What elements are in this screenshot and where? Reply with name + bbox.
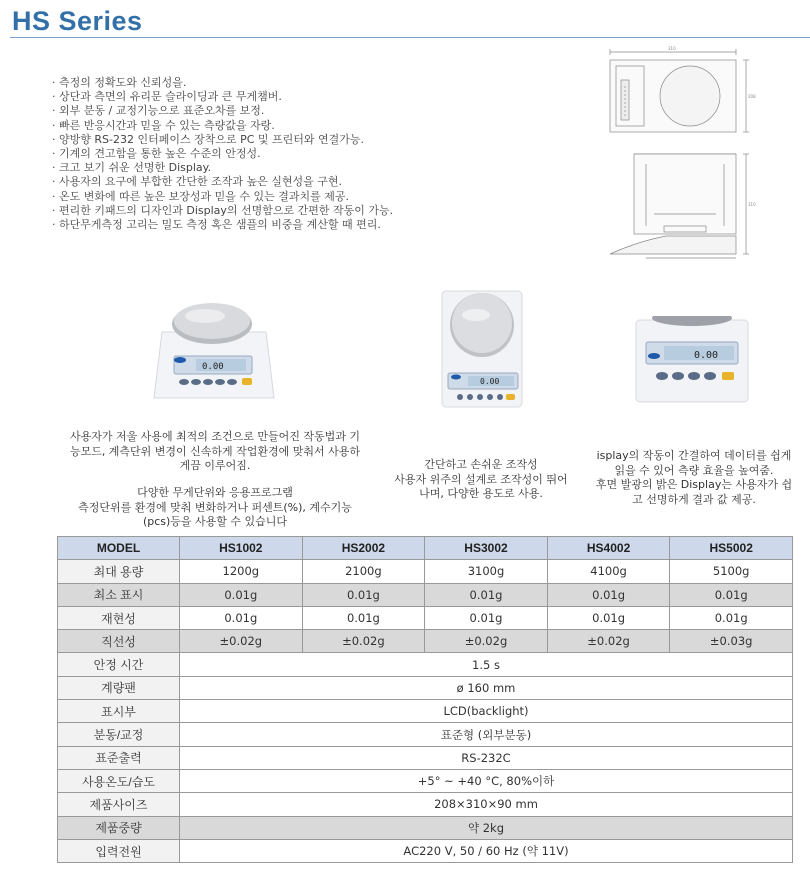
- photo-display-reading: 0.00: [480, 377, 500, 386]
- caption-line: 사용자가 저울 사용에 최적의 조건으로 만들어진 작동법과 기: [69, 430, 361, 443]
- table-cell: 0.01g: [302, 583, 425, 606]
- row-label: 입력전원: [58, 839, 180, 862]
- table-row: [58, 723, 793, 746]
- row-label: 제품중량: [58, 816, 180, 839]
- caption-line: 게끔 이루어짐.: [179, 459, 251, 472]
- feature-item: · 크고 보기 쉬운 선명한 Display.: [52, 161, 212, 175]
- row-label: 사용온도/습도: [58, 769, 180, 792]
- caption-line: 간단하고 손쉬운 조작성: [424, 458, 538, 471]
- table-cell: LCD(backlight): [180, 700, 793, 723]
- feature-item: · 양방향 RS-232 인터페이스 장착으로 PC 및 프린터와 연결가능.: [52, 132, 365, 146]
- caption-line: (pcs)등을 사용할 수 있습니다: [142, 515, 288, 528]
- drawing-side-label: 310: [748, 202, 756, 207]
- caption-line: isplay의 작동이 간결하여 데이터를 쉽게: [596, 449, 792, 462]
- product-photo-angle: [440, 287, 524, 409]
- column-header: HS1002: [180, 537, 303, 560]
- table-cell: ±0.02g: [425, 630, 548, 653]
- feature-item: · 온도 변화에 따른 높은 보장성과 믿을 수 있는 결과치를 제공.: [52, 189, 349, 203]
- row-label: 재현성: [58, 606, 180, 629]
- drawing-width-label: 310: [668, 46, 676, 51]
- page-title: HS Series: [12, 6, 143, 36]
- table-cell: 0.01g: [180, 583, 303, 606]
- column-header: HS5002: [670, 537, 793, 560]
- table-row: [58, 606, 793, 629]
- caption-units: [42, 486, 388, 530]
- feature-item: · 편리한 키패드의 디자인과 Display의 선명함으로 간편한 작동이 가능.: [52, 203, 394, 217]
- row-label: 제품사이즈: [58, 793, 180, 816]
- table-cell: 0.01g: [547, 583, 670, 606]
- table-cell: ±0.02g: [547, 630, 670, 653]
- table-row: [58, 560, 793, 583]
- table-cell: ø 160 mm: [180, 676, 793, 699]
- dimension-drawing: [606, 46, 806, 268]
- table-cell: 1.5 s: [180, 653, 793, 676]
- feature-item: · 측정의 정확도와 신뢰성을.: [52, 76, 187, 89]
- feature-item: · 사용자의 요구에 부합한 간단한 조작과 높은 실현성을 구현.: [52, 175, 342, 189]
- table-cell: 약 2kg: [180, 816, 793, 839]
- photo-display-reading: 0.00: [694, 350, 719, 361]
- table-row: [58, 583, 793, 606]
- feature-item: · 상단과 측면의 유리문 슬라이딩과 큰 무게챔버.: [52, 90, 282, 104]
- feature-item: · 빠른 반응시간과 믿을 수 있는 측량값을 자랑.: [52, 118, 275, 132]
- feature-item: · 외부 분동 / 교정기능으로 표준오차를 보정.: [52, 104, 265, 118]
- table-cell: 2100g: [302, 560, 425, 583]
- table-cell: 0.01g: [547, 606, 670, 629]
- row-label: 안정 시간: [58, 653, 180, 676]
- caption-usability: [381, 458, 581, 502]
- caption-line: 나며, 다양한 용도로 사용.: [419, 487, 543, 500]
- caption-line: 읽을 수 있어 측량 효율을 높여줌.: [614, 463, 774, 477]
- table-cell: 0.01g: [180, 606, 303, 629]
- row-label: 분동/교정: [58, 723, 180, 746]
- table-row: [58, 653, 793, 676]
- caption-line: 측정단위를 환경에 맞춰 변화하거나 퍼센트(%), 계수기능: [78, 500, 352, 514]
- table-cell: 4100g: [547, 560, 670, 583]
- caption-line: 능모드, 계측단위 변경이 신속하게 작업환경에 맞춰서 사용하: [69, 444, 361, 458]
- feature-item: · 하단무게측정 고리는 밀도 측정 혹은 샘플의 비중을 계산할 때 편리.: [52, 218, 381, 232]
- table-row: [58, 700, 793, 723]
- table-row: [58, 676, 793, 699]
- caption-line: 후면 발광의 밝은 Display는 사용자가 쉽: [595, 478, 793, 491]
- row-label: 최대 용량: [58, 560, 180, 583]
- column-header: HS4002: [547, 537, 670, 560]
- spec-table: [57, 536, 793, 863]
- product-photo-panel: [634, 316, 750, 404]
- photo-display-reading: 0.00: [202, 362, 224, 372]
- table-cell: 1200g: [180, 560, 303, 583]
- title-divider: [10, 37, 810, 38]
- feature-item: · 기계의 견고함을 통한 높은 수준의 안정성.: [52, 147, 261, 161]
- table-cell: 0.01g: [302, 606, 425, 629]
- table-cell: 0.01g: [670, 583, 793, 606]
- table-cell: 3100g: [425, 560, 548, 583]
- table-cell: 5100g: [670, 560, 793, 583]
- table-row: [58, 630, 793, 653]
- table-cell: RS-232C: [180, 746, 793, 769]
- table-row: [58, 746, 793, 769]
- caption-line: 다양한 무게단위와 응용프로그램: [137, 486, 293, 499]
- drawing-height-label: 208: [748, 94, 756, 99]
- table-row: [58, 839, 793, 862]
- table-cell: +5° ~ +40 °C, 80%이하: [180, 769, 793, 792]
- column-header: HS2002: [302, 537, 425, 560]
- caption-operation: [42, 430, 388, 474]
- table-cell: ±0.03g: [670, 630, 793, 653]
- table-cell: ±0.02g: [180, 630, 303, 653]
- table-cell: 0.01g: [425, 606, 548, 629]
- table-cell: 208×310×90 mm: [180, 793, 793, 816]
- row-label: 계량팬: [58, 676, 180, 699]
- column-header: HS3002: [425, 537, 548, 560]
- feature-list: [52, 76, 393, 232]
- table-cell: ±0.02g: [302, 630, 425, 653]
- table-row: [58, 793, 793, 816]
- table-cell: 0.01g: [670, 606, 793, 629]
- row-label: 표시부: [58, 700, 180, 723]
- row-label: 표준출력: [58, 746, 180, 769]
- column-header: MODEL: [58, 537, 180, 560]
- caption-display: [578, 449, 810, 507]
- table-row: [58, 816, 793, 839]
- table-header-row: [58, 537, 793, 560]
- table-cell: AC220 V, 50 / 60 Hz (약 11V): [180, 839, 793, 862]
- product-photo-front: [150, 298, 278, 408]
- caption-line: 사용자 위주의 설계로 조작성이 뛰어: [394, 472, 568, 486]
- table-cell: 0.01g: [425, 583, 548, 606]
- table-row: [58, 769, 793, 792]
- row-label: 직선성: [58, 630, 180, 653]
- caption-line: 고 선명하게 결과 값 제공.: [632, 492, 756, 506]
- table-cell: 표준형 (외부분동): [180, 723, 793, 746]
- row-label: 최소 표시: [58, 583, 180, 606]
